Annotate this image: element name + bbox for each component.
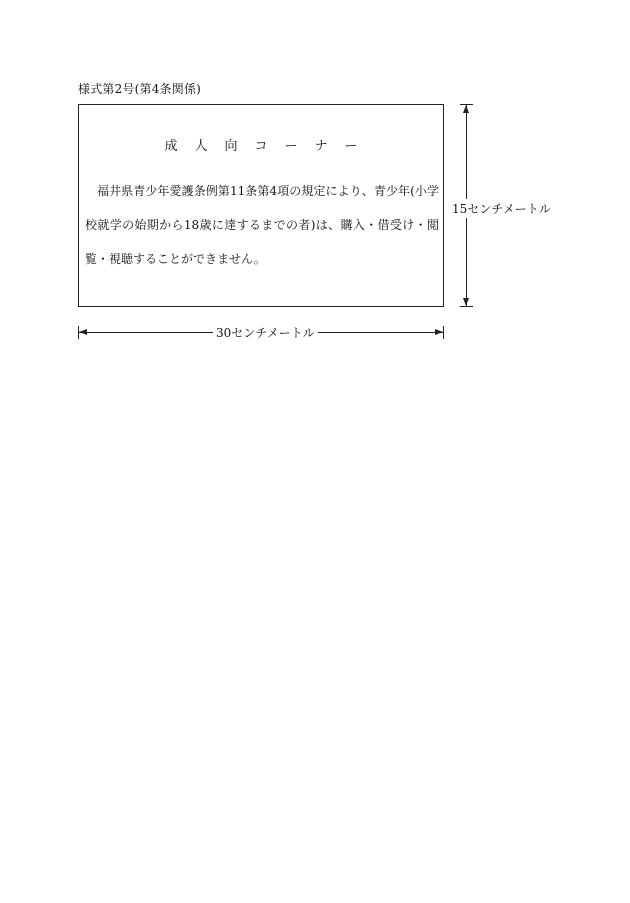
arrow-right-icon [435, 329, 443, 335]
dimension-tick-bottom [460, 306, 473, 307]
arrow-left-icon [79, 329, 87, 335]
form-number: 様式第2号(第4条関係) [78, 82, 202, 96]
height-dimension-label: 15センチメートル [452, 199, 551, 218]
width-dimension-label: 30センチメートル [213, 324, 318, 341]
sign-body: 福井県青少年愛護条例第11条第4項の規定により、青少年(小学校就学の始期から18歳に達するまでの者)は、購入・借受け・閲覧・視聴することができません。 [85, 184, 439, 266]
dimension-tick-right [443, 326, 444, 339]
sign-frame [78, 104, 444, 307]
sign-title: 成人向コーナー [164, 139, 375, 154]
arrow-down-icon [463, 298, 469, 306]
arrow-up-icon [463, 105, 469, 113]
